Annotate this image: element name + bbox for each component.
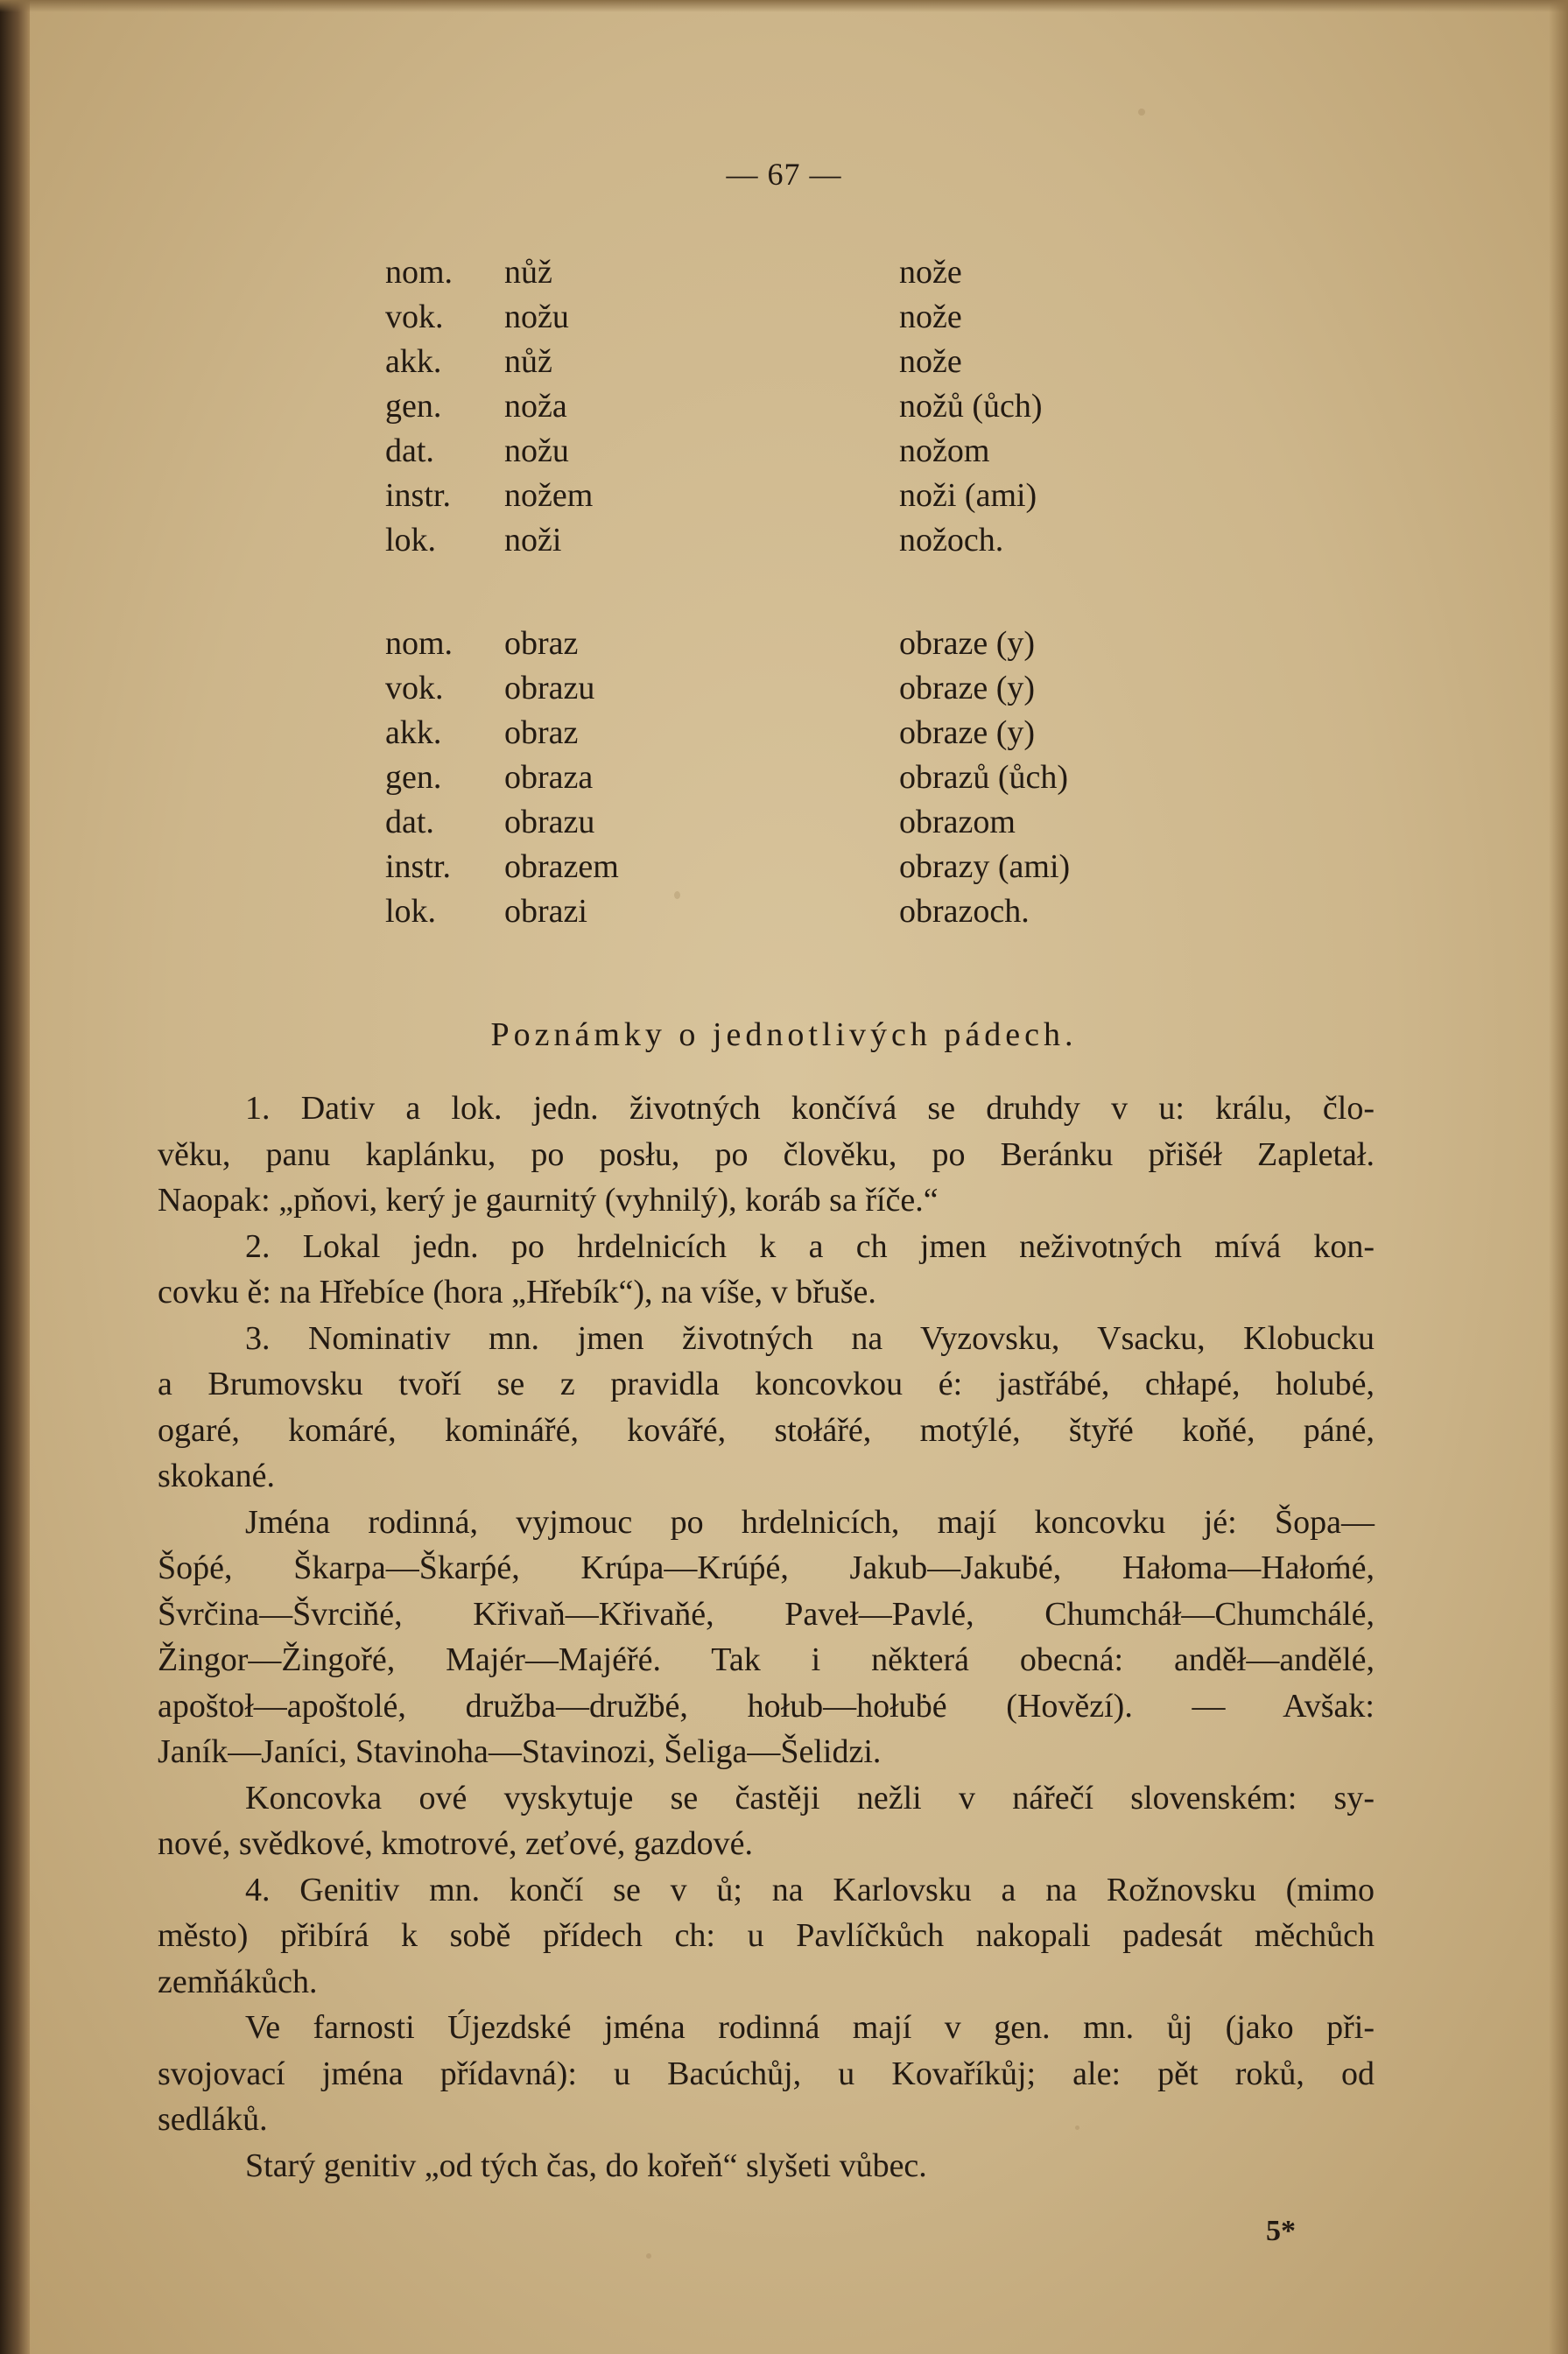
declension-row [0,384,1568,429]
singular-form: obrazu [504,670,595,706]
paragraph [158,1086,1375,1224]
plural-form: noži (ami) [899,477,1037,514]
plural-form: nožů (ůch) [899,388,1043,425]
body-text [158,1086,1375,2189]
plural-form: obrazom [899,804,1016,840]
declension-row [0,666,1568,711]
paragraph [158,1867,1375,2006]
declension-row [0,518,1568,563]
case-label: dat. [385,432,434,469]
plural-form: obrazoch. [899,893,1030,930]
case-label: vok. [385,299,444,335]
case-label: gen. [385,388,442,425]
text-line: covku ě: na Hřebíce (hora „Hřebík“), na víše, v břuše. [158,1274,876,1311]
declension-row [0,250,1568,295]
plural-form: obrazů (ůch) [899,759,1069,796]
declension-row [0,295,1568,340]
singular-form: obrazi [504,893,587,930]
text-line: 3. Nominativ mn. jmen životných na Vyzovsku, Vsacku, Klobucku [245,1319,1375,1357]
plural-form: obraze (y) [899,625,1036,662]
singular-form: obraz [504,714,579,751]
singular-form: nůž [504,254,552,291]
singular-form: obraz [504,625,579,662]
singular-form: nožu [504,299,569,335]
page-number: — 67 — [726,157,842,192]
case-label: akk. [385,714,442,751]
text-line: 1. Dativ a lok. jedn. životných končívá se druhdy v u: králu, člo- [245,1090,1375,1127]
paragraph [158,1775,1375,1867]
plural-form: nožoch. [899,522,1004,559]
text-line: věku, panu kaplánku, po posłu, po člověku, po Beránku přišéł Zapletał. [158,1135,1375,1173]
plural-form: obraze (y) [899,714,1036,751]
declension-table-nuz [0,250,1568,563]
case-label: akk. [385,343,442,380]
text-line: ogaré, komáré, kominářé, kovářé, stołářé, motýlé, štyřé koňé, páné, [158,1411,1375,1449]
section-title: Poznámky o jednotlivých pádech. [490,1016,1078,1053]
declension-row [0,755,1568,800]
case-label: lok. [385,522,437,559]
signature-mark: 5* [1266,2215,1296,2247]
singular-form: obrazu [504,804,595,840]
text-line: apoštoł—apoštolé, družba—družḃé, hołub—hołuḃé (Hovězí). — Avšak: [158,1687,1375,1725]
text-line: Koncovka ové vyskytuje se častěji nežli v nářečí slovenském: sy- [245,1779,1375,1816]
text-line: 4. Genitiv mn. končí se v ů; na Karlovsku a na Rožnovsku (mimo [245,1871,1375,1908]
case-label: vok. [385,670,444,706]
declension-table-obraz [0,622,1568,934]
page-top-edge [0,0,1568,12]
text-line: Švrčina—Švrciňé, Křivaň—Křivaňé, Paveł—Pavlé, Chumcháł—Chumchálé, [158,1595,1375,1633]
plural-form: nože [899,343,962,380]
text-line: skokané. [158,1458,276,1494]
text-line: 2. Lokal jedn. po hrdelnicích k a ch jmen neživotných mívá kon- [245,1227,1375,1265]
singular-form: nožem [504,477,594,514]
text-line: Šoṕé, Škarpa—Škarṕé, Krúpa—Krúṕé, Jakub—Jakuḃé, Hałoma—Hałoḿé, [158,1549,1375,1586]
paragraph [158,2143,1375,2189]
plural-form: obraze (y) [899,670,1036,706]
declension-row [0,622,1568,666]
case-label: nom. [385,254,454,291]
paper-stain [1138,109,1145,116]
text-line: Naopak: „pňovi, kerý je gaurnitý (vyhnilý), koráb sa říče.“ [158,1182,939,1219]
declension-row [0,429,1568,474]
declension-row [0,845,1568,889]
paragraph [158,1316,1375,1500]
text-line: Jména rodinná, vyjmouc po hrdelnicích, mají koncovku jé: Šopa— [245,1503,1375,1541]
case-label: instr. [385,477,451,514]
plural-form: nože [899,299,962,335]
text-line: Ve farnosti Újezdské jména rodinná mají v gen. mn. ůj (jako při- [245,2009,1375,2046]
paragraph [158,2005,1375,2143]
plural-form: obrazy (ami) [899,848,1071,885]
declension-row [0,711,1568,755]
declension-row [0,474,1568,518]
singular-form: nožu [504,432,569,469]
text-line: město) přibírá k sobě přídech ch: u Pavlíčkůch nakopali padesát měchůch [158,1917,1375,1954]
singular-form: obrazem [504,848,619,885]
paper-stain [646,2253,651,2259]
case-label: gen. [385,759,442,796]
declension-row [0,889,1568,934]
paragraph [158,1500,1375,1775]
case-label: instr. [385,848,451,885]
plural-form: nožom [899,432,990,469]
text-line: a Brumovsku tvoří se z pravidla koncovkou é: jastřábé, chłapé, holubé, [158,1366,1375,1402]
text-line: nové, svědkové, kmotrové, zeťové, gazdové. [158,1825,753,1862]
singular-form: noža [504,388,567,425]
case-label: lok. [385,893,437,930]
singular-form: obraza [504,759,594,796]
plural-form: nože [899,254,962,291]
case-label: nom. [385,625,454,662]
case-label: dat. [385,804,434,840]
text-line: Starý genitiv „od tých čas, do kořeň“ slyšeti vůbec. [245,2147,927,2184]
text-line: Janík—Janíci, Stavinoha—Stavinozi, Šeliga—Šelidzi. [158,1733,882,1770]
paragraph [158,1224,1375,1316]
text-line: sedláků. [158,2101,268,2138]
declension-row [0,800,1568,845]
singular-form: noži [504,522,562,559]
text-line: zemňákůch. [158,1963,318,2000]
singular-form: nůž [504,343,552,380]
declension-row [0,340,1568,384]
text-line: svojovací jména přídavná): u Bacúchůj, u Kovaříkůj; ale: pět roků, od [158,2055,1375,2092]
text-line: Žingor—Žingořé, Majér—Majéřé. Tak i některá obecná: anděł—andělé, [158,1641,1375,1678]
